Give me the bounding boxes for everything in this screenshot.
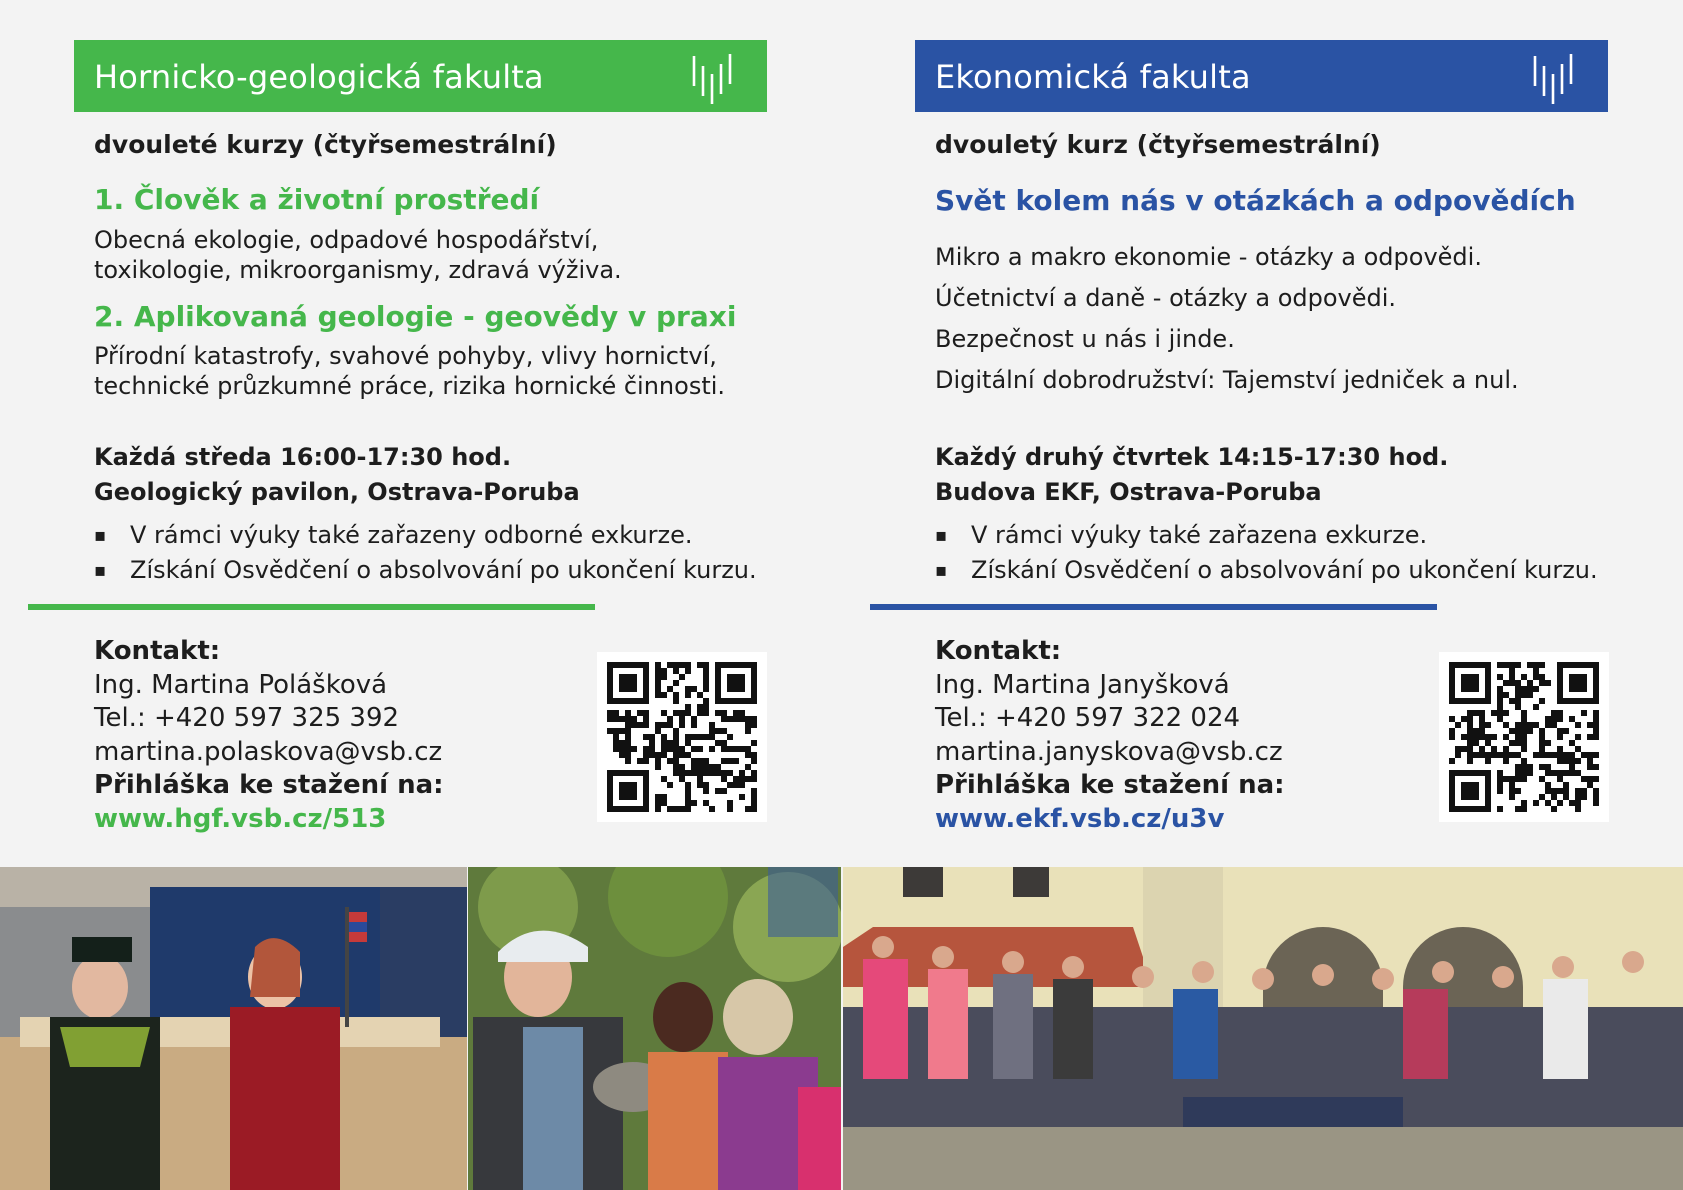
qr-code-icon <box>597 652 767 822</box>
ekf-divider <box>870 604 1437 610</box>
hgf-divider <box>28 604 595 610</box>
ekf-course-title: Svět kolem nás v otázkách a odpovědích <box>935 184 1576 217</box>
ekf-topic: Mikro a makro ekonomie - otázky a odpovědi. <box>935 243 1482 271</box>
hgf-download-link[interactable]: www.hgf.vsb.cz/513 <box>94 803 387 834</box>
list-item-text: V rámci výuky také zařazeny odborné exkurze. <box>130 521 693 549</box>
ekf-contact <box>935 635 1285 836</box>
ekf-topic: Bezpečnost u nás i jinde. <box>935 325 1235 353</box>
ekf-schedule-place: Budova EKF, Ostrava-Poruba <box>935 478 1322 506</box>
hgf-course-2-desc <box>94 341 794 401</box>
hgf-contact-email[interactable]: martina.polaskova@vsb.cz <box>94 736 443 767</box>
hgf-header-bar <box>74 40 767 112</box>
ekf-faculty-title: Ekonomická fakulta <box>935 58 1251 96</box>
list-item <box>935 518 1598 553</box>
ekf-topic: Účetnictví a daně - otázky a odpovědi. <box>935 284 1397 312</box>
ekf-schedule-time: Každý druhý čtvrtek 14:15-17:30 hod. <box>935 443 1449 471</box>
hgf-contact-label: Kontakt: <box>94 636 221 666</box>
ekf-bullet-list <box>935 518 1598 588</box>
photo-group <box>843 867 1683 1190</box>
hgf-panel <box>0 0 842 866</box>
ekf-schedule <box>935 440 1448 510</box>
bullet-icon: ▪ <box>94 560 107 581</box>
hgf-course-2-desc-line: Přírodní katastrofy, svahové pohyby, vlivy hornictví, <box>94 342 717 370</box>
bullet-icon: ▪ <box>935 560 948 581</box>
hgf-course-2-desc-line: technické průzkumné práce, rizika hornické činnosti. <box>94 372 726 400</box>
hgf-course-type: dvouleté kurzy (čtyřsemestrální) <box>94 130 557 159</box>
ekf-qr-code[interactable] <box>1439 652 1609 822</box>
vsb-logo-icon <box>691 52 737 104</box>
hgf-schedule-time: Každá středa 16:00-17:30 hod. <box>94 443 512 471</box>
hgf-download-label: Přihláška ke stažení na: <box>94 770 444 800</box>
vsb-logo-icon <box>1532 52 1578 104</box>
bullet-icon: ▪ <box>94 525 107 546</box>
photo-ceremony <box>0 867 467 1190</box>
list-item-text: Získání Osvědčení o absolvování po ukončení kurzu. <box>130 556 757 584</box>
hgf-contact-phone[interactable]: Tel.: +420 597 325 392 <box>94 703 400 733</box>
list-item-text: Získání Osvědčení o absolvování po ukončení kurzu. <box>971 556 1598 584</box>
ekf-contact-phone[interactable]: Tel.: +420 597 322 024 <box>935 703 1241 733</box>
hgf-contact-name: Ing. Martina Polášková <box>94 669 388 700</box>
hgf-course-1-desc-line: toxikologie, mikroorganismy, zdravá výživa. <box>94 256 622 284</box>
qr-code-icon <box>1439 652 1609 822</box>
ekf-download-label: Přihláška ke stažení na: <box>935 770 1285 800</box>
ekf-contact-email[interactable]: martina.janyskova@vsb.cz <box>935 736 1283 767</box>
hgf-course-2-title: 2. Aplikovaná geologie - geovědy v praxi <box>94 300 737 333</box>
hgf-contact <box>94 635 444 836</box>
ekf-panel <box>841 0 1683 866</box>
hgf-bullet-list <box>94 518 757 588</box>
photo-field-trip <box>468 867 841 1190</box>
hgf-schedule <box>94 440 580 510</box>
ekf-topic: Digitální dobrodružství: Tajemství jedniček a nul. <box>935 366 1519 394</box>
bullet-icon: ▪ <box>935 525 948 546</box>
ekf-download-link[interactable]: www.ekf.vsb.cz/u3v <box>935 803 1225 834</box>
ekf-contact-label: Kontakt: <box>935 636 1062 666</box>
hgf-course-1-title: 1. Člověk a životní prostředí <box>94 183 540 216</box>
list-item-text: V rámci výuky také zařazena exkurze. <box>971 521 1428 549</box>
list-item <box>935 553 1598 588</box>
ekf-contact-name: Ing. Martina Janyšková <box>935 669 1230 700</box>
hgf-qr-code[interactable] <box>597 652 767 822</box>
list-item <box>94 518 757 553</box>
ekf-course-type: dvouletý kurz (čtyřsemestrální) <box>935 130 1381 159</box>
ekf-header-bar <box>915 40 1608 112</box>
hgf-faculty-title: Hornicko-geologická fakulta <box>94 58 544 96</box>
list-item <box>94 553 757 588</box>
hgf-schedule-place: Geologický pavilon, Ostrava-Poruba <box>94 478 580 506</box>
hgf-course-1-desc <box>94 225 794 285</box>
hgf-course-1-desc-line: Obecná ekologie, odpadové hospodářství, <box>94 226 599 254</box>
